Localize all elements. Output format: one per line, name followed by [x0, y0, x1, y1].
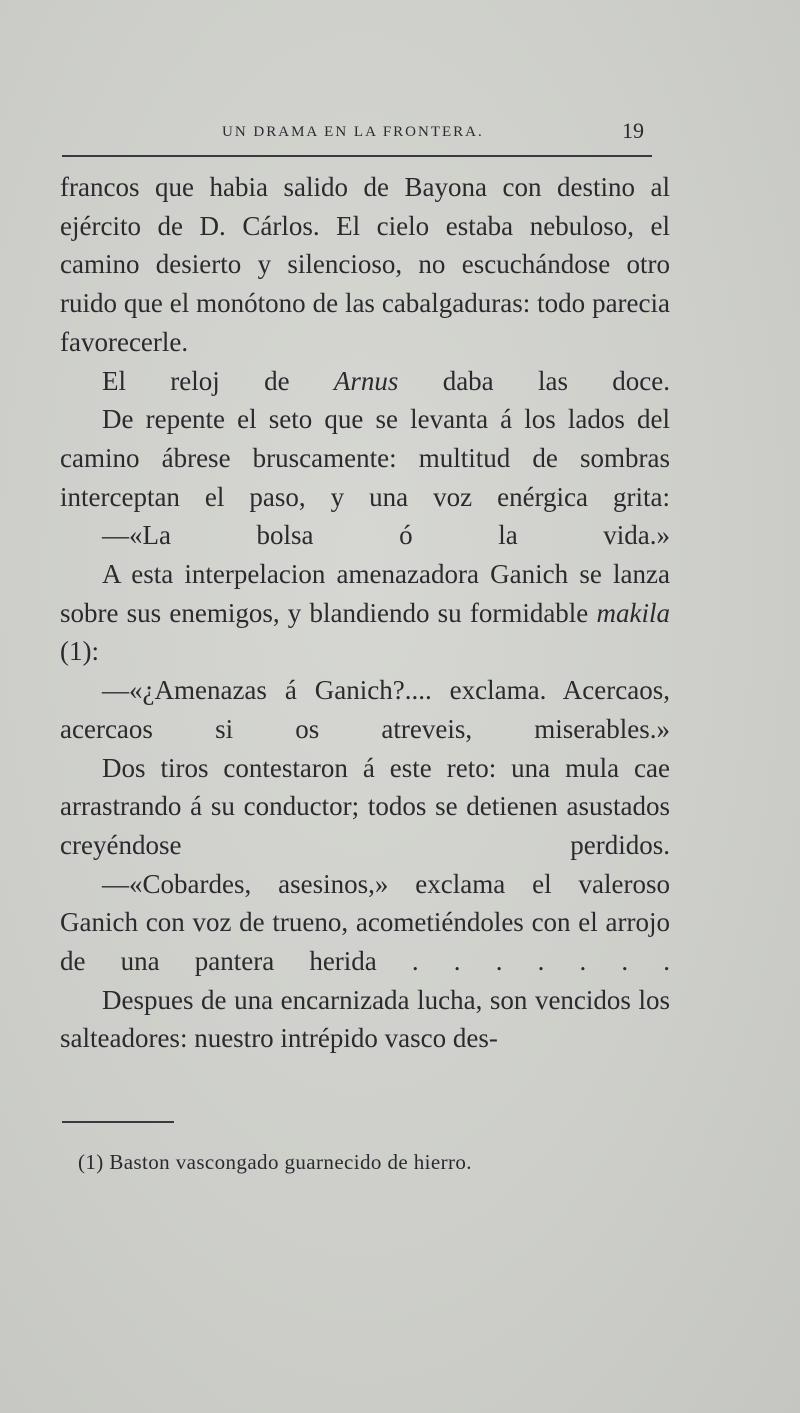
paragraph-8: —«Cobardes, asesinos,» exclama el valeroso Ganich con voz de trueno, acometiéndoles con el arrojo de una pantera herida . . . . . . .	[60, 868, 670, 977]
paragraph-1: francos que habia salido de Bayona con destino al ejército de D. Cárlos. El cielo estaba nebuloso, el camino desierto y silencioso, no escuchándose otro ruido que el monótono de las cabalgaduras: todo parecia favorecerle.	[60, 172, 670, 357]
paragraph-9: Despues de una encarnizada lucha, son vencidos los salteadores: nuestro intrépido vasco des-	[60, 984, 670, 1054]
italic-term: makila	[596, 597, 670, 628]
paragraph-3: De repente el seto que se levanta á los lados del camino ábrese bruscamente: multitud de sombras interceptan el paso, y una voz enérgica grita:	[60, 404, 670, 512]
italic-place-name: Arnus	[333, 365, 399, 396]
paragraph-5	[60, 555, 670, 671]
page-number: 19	[622, 118, 644, 143]
paragraph-6: —«¿Amenazas á Ganich?.... exclama. Acercaos, acercaos si os atreveis, miserables.»	[60, 675, 670, 744]
paragraph-7: Dos tiros contestaron á este reto: una mula cae arrastrando á su conductor; todos se detienen asustados creyéndose perdidos.	[60, 752, 670, 860]
paragraph-2-start: El reloj de	[102, 365, 334, 396]
paragraph-5-end: (1):	[60, 636, 99, 667]
running-head	[62, 118, 652, 148]
paragraph-2	[60, 362, 670, 401]
running-title: UN DRAMA EN LA FRONTERA.	[222, 124, 484, 140]
footnote: (1) Baston vascongado guarnecido de hierro.	[78, 1150, 472, 1174]
footnote-rule	[62, 1121, 174, 1123]
header-rule	[62, 155, 652, 157]
paragraph-4: —«La bolsa ó la vida.»	[102, 520, 670, 551]
paragraph-2-end: daba las doce.	[398, 365, 670, 396]
paragraph-5-start: A esta interpelacion amenazadora Ganich se lanza sobre sus enemigos, y blandiendo su formidable	[60, 559, 670, 628]
body-text	[60, 168, 670, 1058]
